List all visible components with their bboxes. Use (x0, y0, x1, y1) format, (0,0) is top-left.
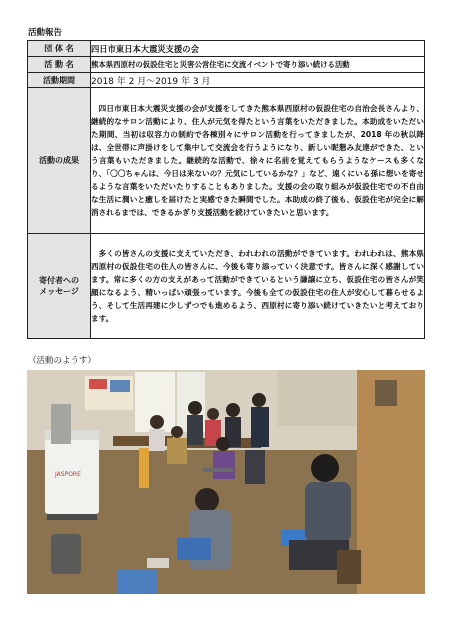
activity-label: 活 動 名 (28, 57, 91, 73)
photo-caption: （活動のようす） (28, 356, 97, 366)
row-results (28, 88, 425, 234)
cart-sign-text: JASPORE (55, 471, 81, 478)
row-period (28, 73, 425, 88)
org-label: 団 体 名 (28, 41, 91, 57)
row-organization (28, 41, 425, 57)
report-table (27, 40, 425, 339)
photo-scene (27, 370, 425, 594)
activity-photo (27, 370, 425, 594)
results-label: 活動の成果 (28, 88, 91, 234)
results-text: 四日市東日本大震災支援の会が支援をしてきた熊本県西原村の仮設住宅の自治会長さんより、継続的なサロン活動により、住人が元気を得たという言葉をいただきました。本助成をいただいた期間、当初は収容力の制約で各棟別々にサロン活動を行ってきましたが、2018 年の秋以降は、全世帯に声掛けをして集中して交流会を行うようになり、新しい昵懇み友達ができた、という言葉もいただきました。継続的な活動で、徐々に名前を覚えてもらうようなケースも多くなり、「〇〇ちゃんは、今日は来ないの？元気にしているかな？」など、遠くにいる孫に想いを寄せるような言葉をいただいたりすることもありました。支援の会の取り組みが仮設住宅での不自由な生活に潤いと癒しを届けたと実感できた瞬間でした。本助成の終了後も、仮設住宅が完全に解消されるまでは、できるかぎり支援活動を続けていきたいと思います。 (91, 88, 425, 234)
period-value: 2018 年 2 月～2019 年 3 月 (91, 73, 425, 88)
message-text: 多くの皆さんの支援に支えていただき、われわれの活動ができています。われわれは、熊本県西原村の仮設住宅の住人の皆さんに、今後も寄り添っていく決意です。皆さんに深く感謝しています。常に多くの方の支えがあって活動ができているという謙譲に立ち、仮設住宅の皆さんが笑顔になるよう、精いっぱい頑張っています。今後も全ての仮設住宅の住人が安心して暮らせるよう、そして生活再建に少しずつでも進めるよう、西原村に寄り添い続けていきたいと考えております。 (91, 234, 425, 339)
activity-value: 熊本県西原村の仮設住宅と災害公営住宅に交流イベントで寄り添い続ける活動 (91, 57, 425, 73)
row-message (28, 234, 425, 339)
period-label: 活動期間 (28, 73, 91, 88)
org-value: 四日市東日本大震災支援の会 (91, 41, 425, 57)
section-title: 活動報告 (28, 28, 63, 38)
message-label: 寄付者への メッセージ (28, 234, 91, 339)
row-activity-name (28, 57, 425, 73)
